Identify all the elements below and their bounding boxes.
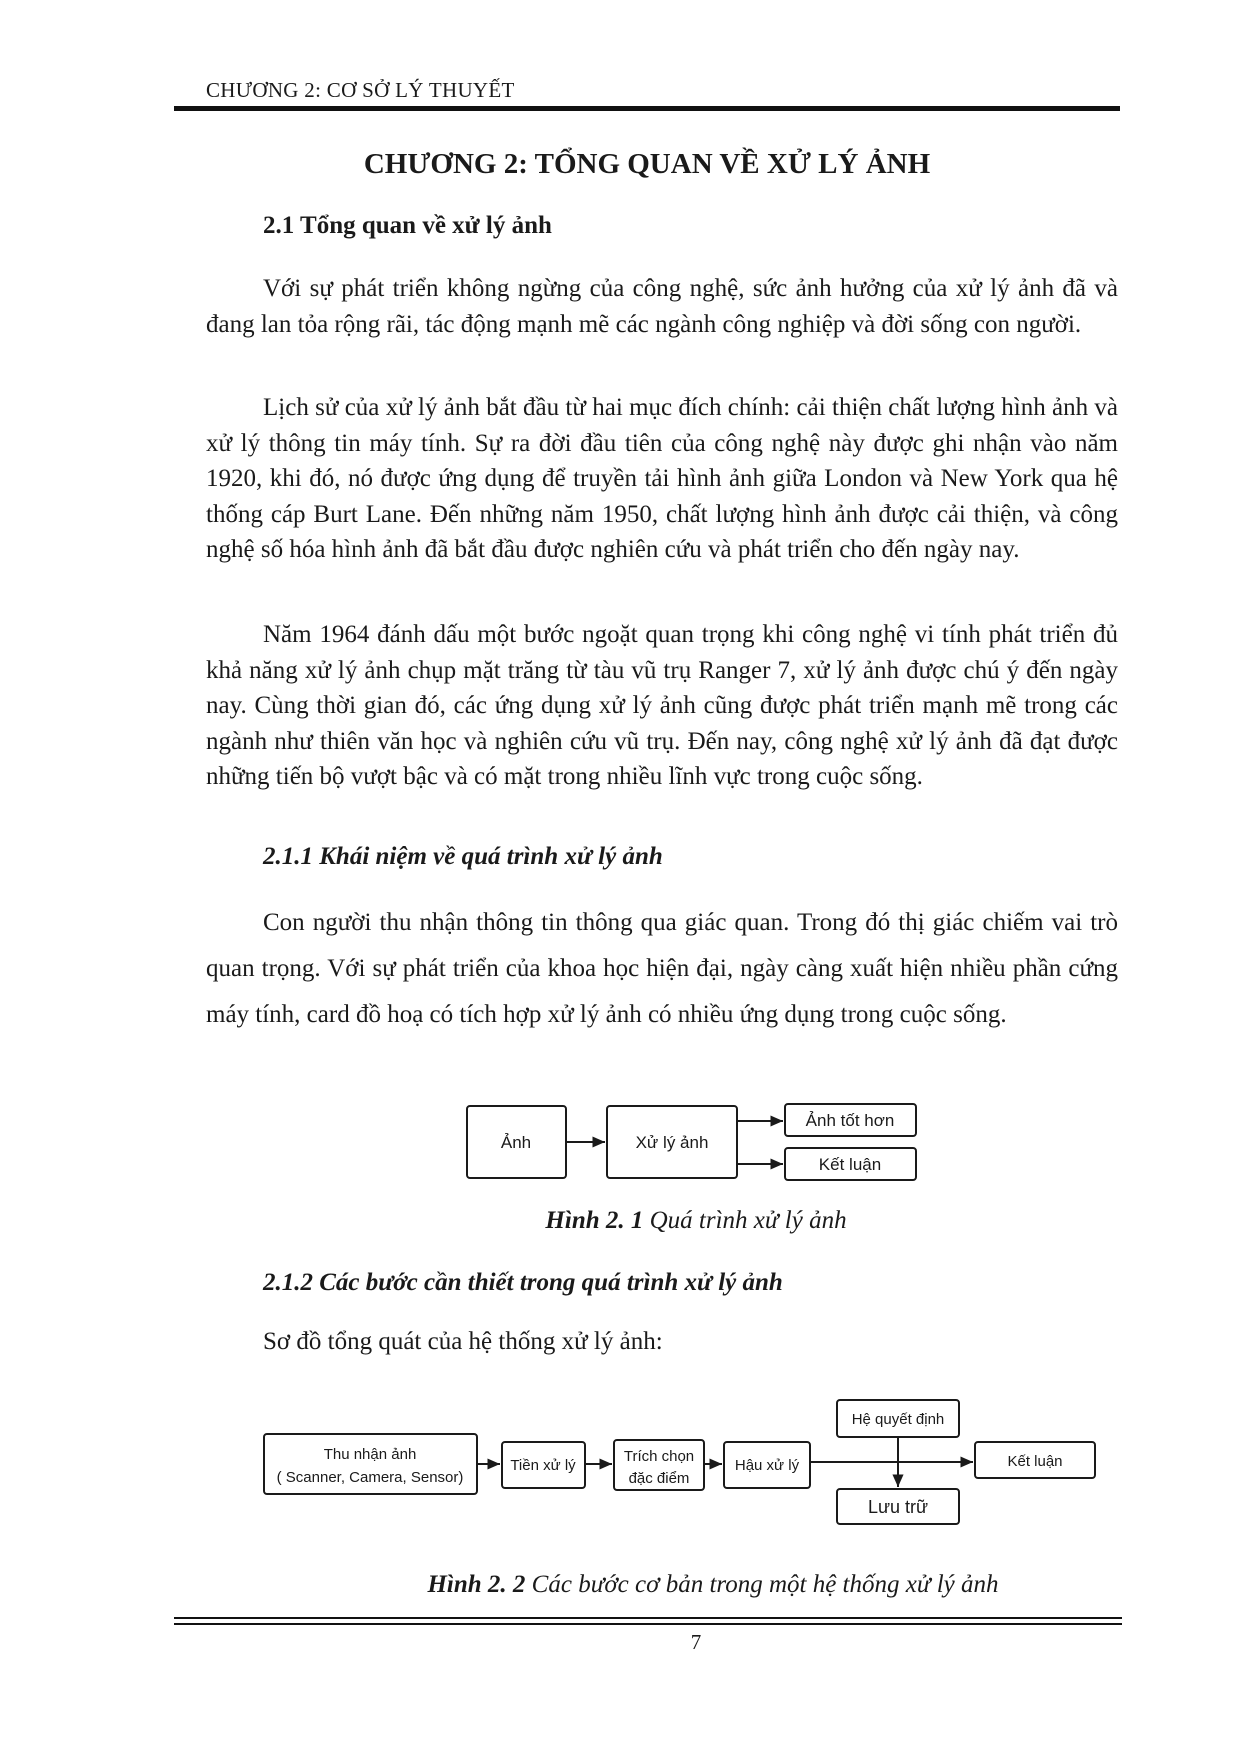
- page-number: 7: [690, 1630, 702, 1654]
- chapter-title: CHƯƠNG 2: TỔNG QUAN VỀ XỬ LÝ ẢNH: [363, 148, 931, 180]
- fig1-label-better-image: Ảnh tốt hơn: [805, 1111, 895, 1130]
- section-heading-2-1-2: 2.1.2 Các bước cần thiết trong quá trình xử lý ảnh: [263, 1269, 783, 1296]
- section-heading-2-1: 2.1 Tổng quan về xử lý ảnh: [263, 212, 552, 239]
- footer-rule-top: [174, 1617, 1122, 1619]
- figure-2-caption-label: Hình 2. 2: [427, 1571, 526, 1598]
- section-heading-2-1-1: 2.1.1 Khái niệm về quá trình xử lý ảnh: [263, 843, 663, 870]
- figure-2-intro: Sơ đồ tổng quát của hệ thống xử lý ảnh:: [263, 1328, 663, 1355]
- running-header: CHƯƠNG 2: CƠ SỞ LÝ THUYẾT: [206, 78, 515, 102]
- paragraph-2-text: Lịch sử của xử lý ảnh bắt đầu từ hai mục đích chính: cải thiện chất lượng hình ảnh và xử lý thông tin máy tính. Sự ra đời đầu tiên của công nghệ này được ghi nhận vào năm 1920, khi đó, nó được ứng dụng để truyền tải hình ảnh giữa London và New York qua hệ thống cáp Burt Lane. Đến những năm 1950, chất lượng hình ảnh được cải thiện, và công nghệ số hóa hình ảnh đã bắt đầu được nghiên cứu và phát triển cho đến ngày nay.: [206, 394, 1118, 563]
- figure-1-caption-label: Hình 2. 1: [545, 1207, 644, 1234]
- paragraph-3-text: Năm 1964 đánh dấu một bước ngoặt quan trọng khi công nghệ vi tính phát triển đủ khả năng xử lý ảnh chụp mặt trăng từ tàu vũ trụ Ranger 7, xử lý ảnh được chú ý đến ngày nay. Cùng thời gian đó, các ứng dụng xử lý ảnh cũng được phát triển mạnh mẽ trong các ngành như thiên văn học và nghiên cứu vũ trụ. Đến nay, công nghệ xử lý ảnh đã đạt được những tiến bộ vượt bậc và có mặt trong nhiều lĩnh vực trong cuộc sống.: [206, 621, 1118, 790]
- footer-rule-bottom: [174, 1623, 1122, 1625]
- figure-1-caption-text: Quá trình xử lý ảnh: [649, 1207, 847, 1234]
- fig2-label-storage: Lưu trữ: [867, 1497, 929, 1517]
- fig2-label-feature-2: đặc điểm: [628, 1470, 690, 1487]
- fig2-label-preprocess: Tiền xử lý: [510, 1457, 576, 1474]
- fig2-label-conclusion: Kết luận: [1007, 1453, 1063, 1470]
- fig2-label-postprocess: Hậu xử lý: [734, 1457, 800, 1474]
- fig2-label-acquisition-2: ( Scanner, Camera, Sensor): [276, 1469, 464, 1486]
- fig1-label-conclusion: Kết luận: [818, 1155, 882, 1174]
- paragraph-1-text: Với sự phát triển không ngừng của công nghệ, sức ảnh hưởng của xử lý ảnh đã và đang lan tỏa rộng rãi, tác động mạnh mẽ các ngành công nghiệp và đời sống con người.: [206, 275, 1118, 338]
- fig2-label-decision: Hệ quyết định: [851, 1411, 945, 1428]
- figure-1-caption: [174, 1207, 1218, 1235]
- figure-2-caption-text: Các bước cơ bản trong một hệ thống xử lý ảnh: [531, 1571, 999, 1598]
- paragraph-4-text: Con người thu nhận thông tin thông qua giác quan. Trong đó thị giác chiếm vai trò quan trọng. Với sự phát triển của khoa học hiện đại, ngày càng xuất hiện nhiều phần cứng máy tính, card đồ hoạ có tích hợp xử lý ảnh có nhiều ứng dụng trong cuộc sống.: [206, 909, 1118, 1028]
- figure-2-caption: [174, 1571, 1241, 1599]
- fig2-label-acquisition-1: Thu nhận ảnh: [323, 1446, 417, 1463]
- fig1-label-processing: Xử lý ảnh: [635, 1133, 709, 1152]
- fig2-label-feature-1: Trích chọn: [623, 1448, 695, 1465]
- fig1-label-image: Ảnh: [500, 1133, 532, 1152]
